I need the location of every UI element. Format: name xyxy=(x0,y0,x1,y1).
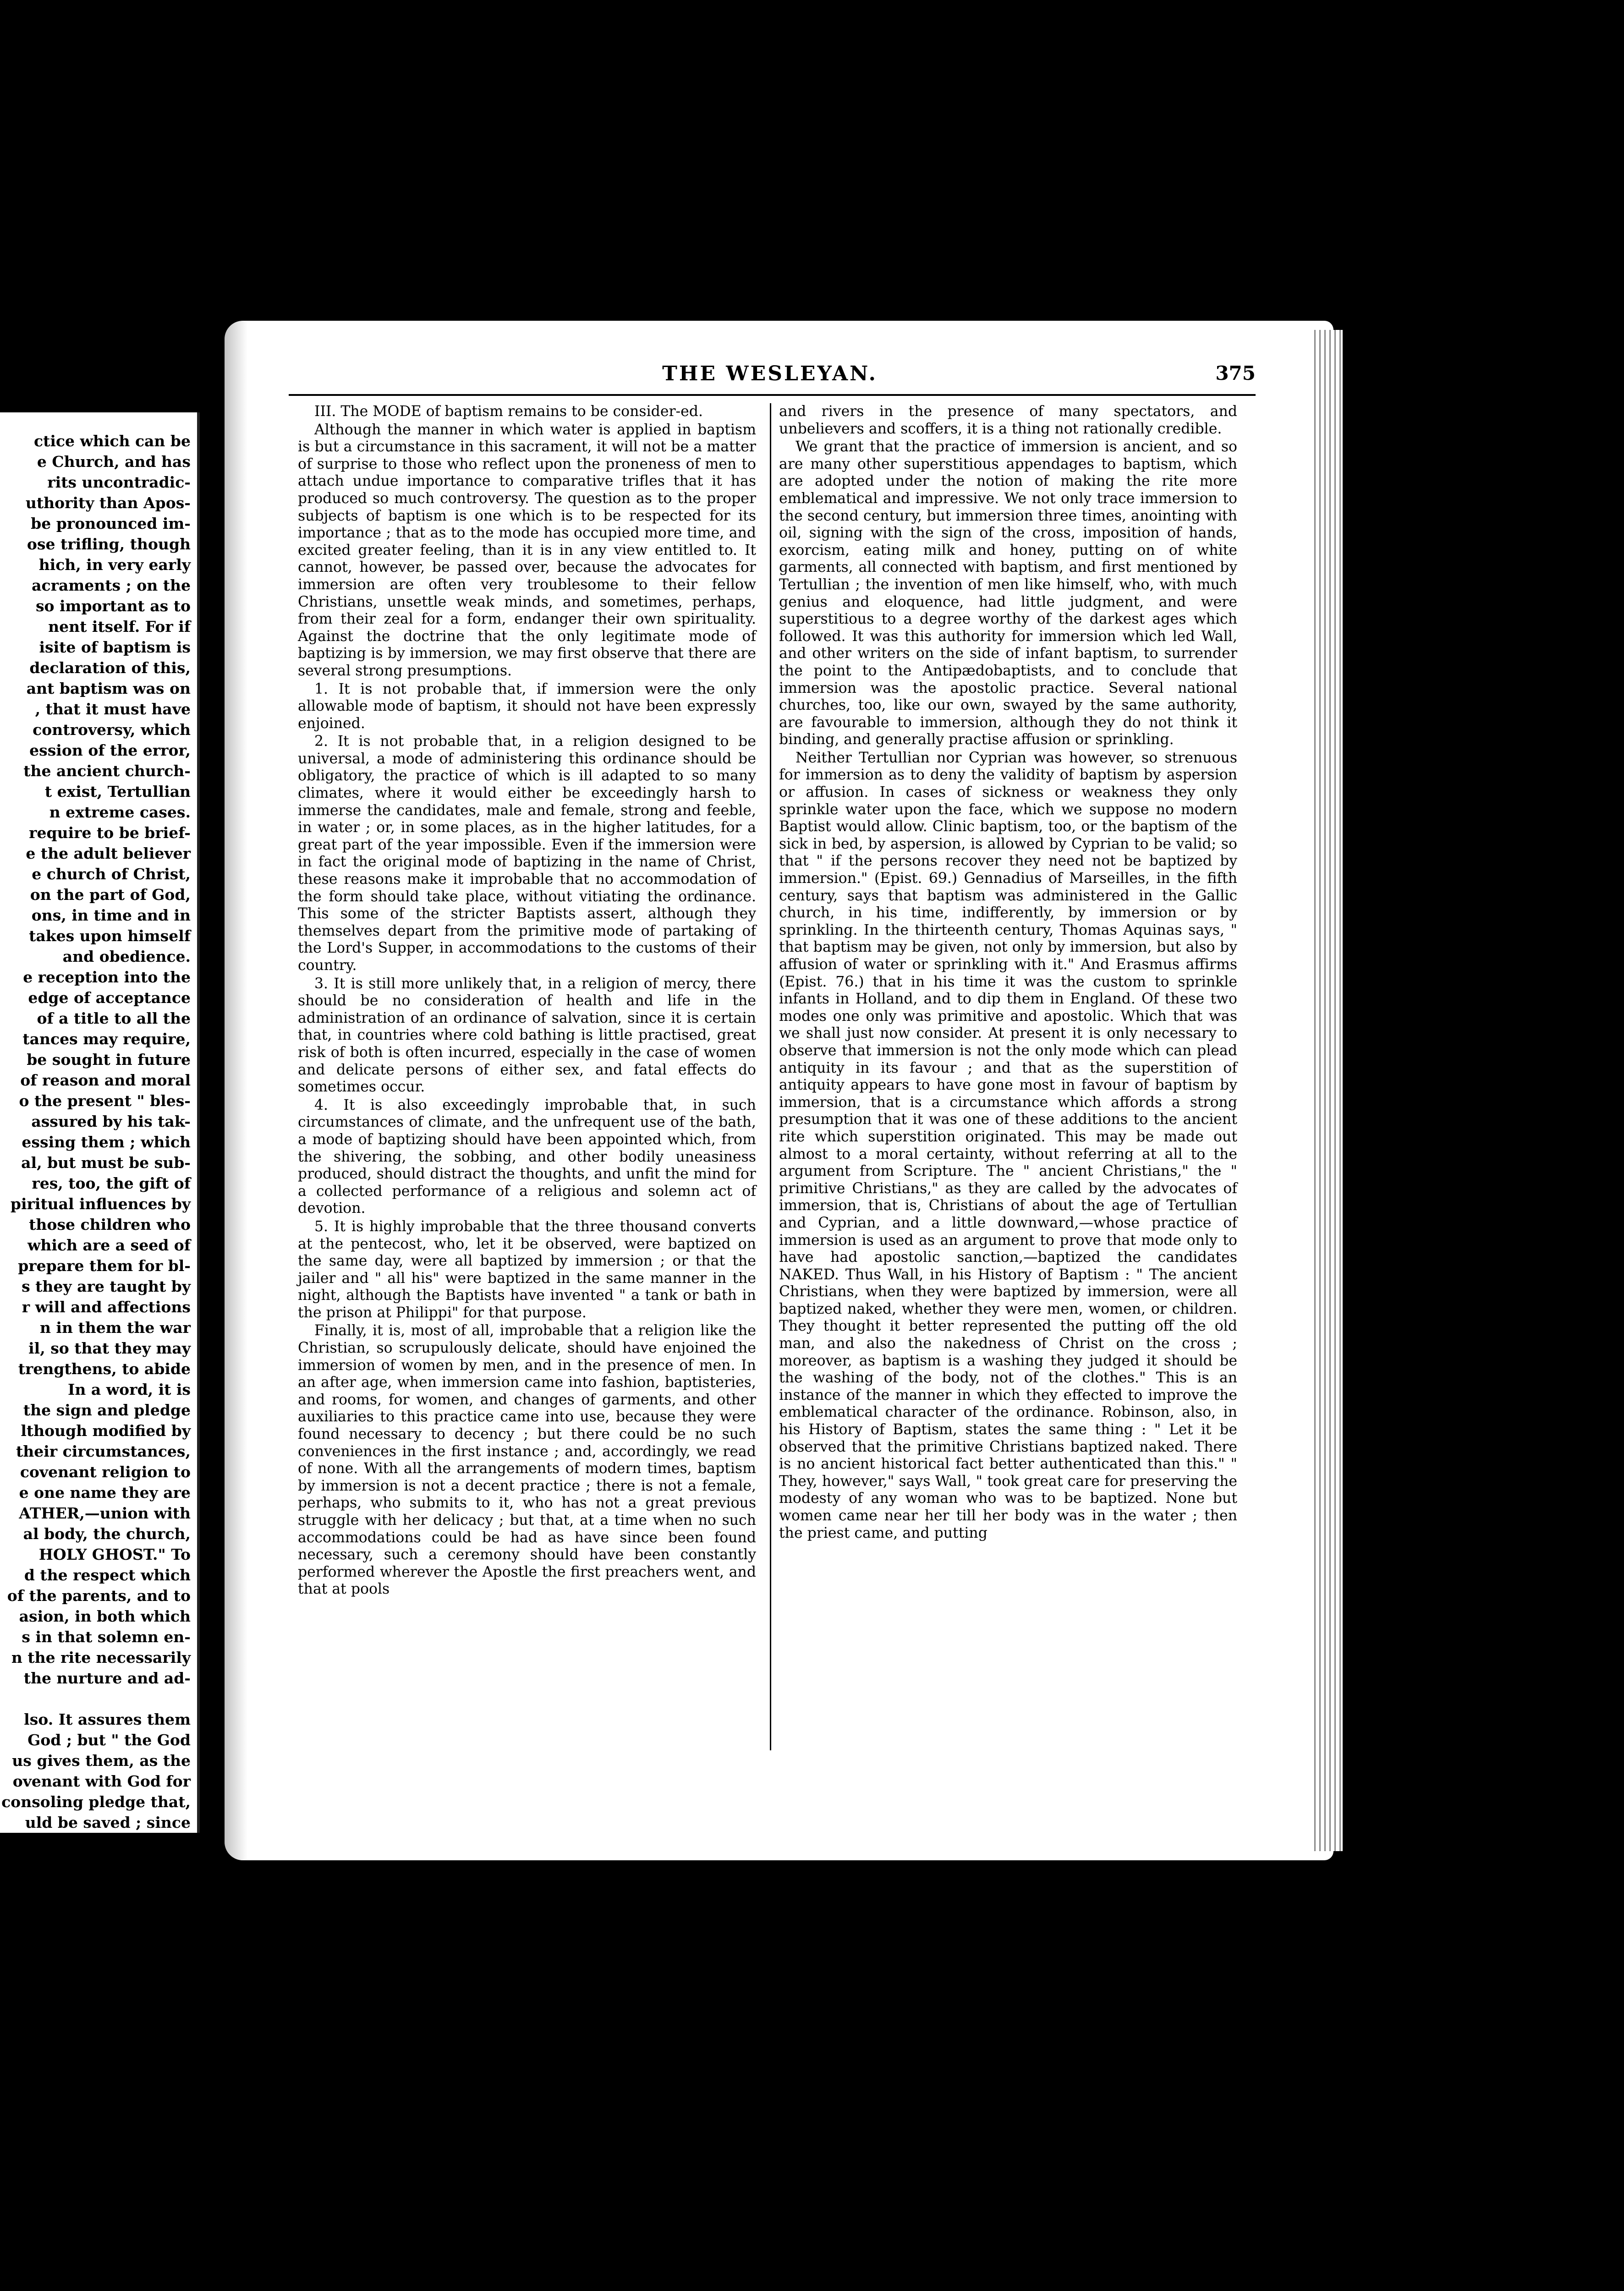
facing-page-line: f Christ. xyxy=(121,2020,191,2038)
facing-page-line: o the present " bles- xyxy=(19,1092,191,1110)
facing-page-line: e reception into the xyxy=(23,968,191,986)
facing-page-line: ession of the error, xyxy=(29,741,191,759)
facing-page-line: al body, the church, xyxy=(23,1525,191,1543)
facing-page-line: covenant religion to xyxy=(20,1463,191,1481)
facing-page-line: God ; but " the God xyxy=(27,1731,191,1749)
facing-page-line: uthority than Apos- xyxy=(25,494,191,512)
facing-page-line: asion, in both which xyxy=(19,1607,191,1625)
facing-page-line: o their children ; and xyxy=(10,1917,191,1935)
facing-page-line: on the part of God, xyxy=(30,886,191,904)
facing-page-line: with God for their xyxy=(38,1937,191,1955)
facing-page-line: nent itself. For if xyxy=(48,618,191,636)
facing-page-line: the kingdom of hea- xyxy=(19,1855,191,1873)
facing-page-line: al, but must be sub- xyxy=(21,1154,191,1172)
paragraph: 5. It is highly improbable that the three thousand converts at the pentecost, who, let it be observed, were baptized on the same day, were all baptized by immersion ; or that the jailer and " all his" were baptized in the same manner in the night, although the Baptists have invented " a tank or bath in the prison at Philippi" for that purpose. xyxy=(298,1218,756,1321)
facing-page-line: rits uncontradic- xyxy=(47,473,191,491)
facing-page-line: s in that solemn en- xyxy=(22,1628,191,1646)
facing-page-line: edge of acceptance xyxy=(28,989,191,1007)
facing-page-line: e Church, and has xyxy=(37,453,191,471)
facing-page-line: hich, in very early xyxy=(38,556,191,574)
paragraph: III. The MODE of baptism remains to be consider-ed. xyxy=(314,403,703,420)
journal-title: THE WESLEYAN. xyxy=(662,362,878,385)
left-column xyxy=(298,403,756,1599)
paragraph: Although the manner in which water is applied in baptism is but a circumstance in this sacrament, it will not be a matter of surprise to those who reflect upon the proneness of men to attach undue importance to comparative trifles that it has produced so much controversy. The question as to the proper subjects of baptism is one which is to be respected for its importance ; that as to the mode has occupied more time, and excited greater feeling, than it is in any view entitled to. It cannot, however, be passed over, because the advocates for immersion are often very troublesome to their fellow Christians, unsettle weak minds, and sometimes, perhaps, from their zeal for a form, endanger their own spirituality. Against the doctrine that the only legitimate mode of baptizing is by immersion, we may first observe that there are several strong presumptions. xyxy=(298,421,756,679)
facing-page-line: hildren to come unto xyxy=(12,1834,191,1852)
page-number: 375 xyxy=(1215,362,1256,384)
right-column xyxy=(779,403,1237,1543)
facing-page-line: also of the necessity xyxy=(18,1875,191,1893)
facing-page-line: r will and affections xyxy=(22,1298,191,1316)
facing-page-line: and obedience. xyxy=(62,948,191,965)
facing-page-fragment xyxy=(0,412,200,2038)
facing-page-line: ctice which can be xyxy=(34,432,191,450)
facing-page-line: ons, in time and in xyxy=(31,906,191,924)
column-rule xyxy=(770,403,771,1750)
facing-page-line: n extreme cases. xyxy=(49,803,191,821)
facing-page-line: controversy, which xyxy=(33,721,191,739)
facing-page-line: prepare them for bl- xyxy=(18,1257,191,1275)
facing-page-line: lthough modified by xyxy=(21,1422,191,1440)
facing-page-line: declaration of this, xyxy=(29,659,191,677)
facing-page-line: piritual influences by xyxy=(10,1195,191,1213)
facing-page-line: the ancient church- xyxy=(23,762,191,780)
facing-page-line: takes upon himself xyxy=(29,927,191,945)
facing-page-line: lso. It assures them xyxy=(24,1710,191,1728)
facing-page-line: res, too, the gift of xyxy=(32,1174,191,1192)
paragraph: 3. It is still more unlikely that, in a religion of mercy, there should be no consideration of health and life in the administration of an ordinance of salvation, since it is certain that, in countries where cold bathing is little practised, great risk of both is often incurred, especially in the case of women and delicate persons of either sex, and fatal effects do sometimes occur. xyxy=(298,975,756,1096)
facing-page-line: us gives them, as the xyxy=(12,1752,191,1770)
facing-page-line: their circumstances, xyxy=(16,1442,191,1460)
facing-page-lines xyxy=(0,431,191,2039)
facing-page-line: trengthens, to abide xyxy=(18,1360,191,1378)
facing-page-line: so important as to xyxy=(35,597,191,615)
facing-page-line: ose trifling, though xyxy=(27,535,191,553)
facing-page-line: the nurture and ad- xyxy=(23,1669,191,1687)
facing-page-line: In a word, it is xyxy=(67,1381,191,1398)
facing-page-line: HOLY GHOST." To xyxy=(38,1546,191,1563)
facing-page-line: require to be brief- xyxy=(29,824,191,842)
facing-page-line: of a title to all the xyxy=(37,1009,191,1027)
facing-page-line: n in them the war xyxy=(39,1319,191,1337)
facing-page-line: il, so that they may xyxy=(28,1339,191,1357)
facing-page-line: assured by his tak- xyxy=(31,1113,191,1130)
paragraph: 2. It is not probable that, in a religion designed to be universal, a mode of administering this ordinance should be obligatory, the practice of which is ill adapted to so many climates, where it would either be exceedingly harsh to immerse the candidates, male and female, strong and feeble, in water ; or, in some places, as in the higher latitudes, for a great part of the year impossible. Even if the immersion were in fact the original mode of baptizing in the name of Christ, these reasons make it improbable that no accommodation of the form should take place, without vitiating the ordinance. This some of the stricter Baptists assert, although they themselves depart from the primitive mode of partaking of the Lord's Supper, in accommodations to the customs of their country. xyxy=(298,733,756,974)
facing-page-line: of the parents, and to xyxy=(7,1587,191,1605)
paragraph: and rivers in the presence of many spectators, and unbelievers and scoffers, it is a thing not rationally credible. xyxy=(779,403,1237,437)
facing-page-line: those children who xyxy=(29,1216,191,1233)
gutter-shadow xyxy=(225,321,247,1860)
facing-page-line: d the respect which xyxy=(24,1566,191,1584)
facing-page-line: ATHER,—union with xyxy=(19,1504,191,1522)
page-edges xyxy=(1311,330,1343,1851)
paragraph: Neither Tertullian nor Cyprian was however, so strenuous for immersion as to deny the validity of baptism by aspersion or affusion. In cases of sickness or weakness they only sprinkle water upon the face, which we suppose no modern Baptist would allow. Clinic baptism, too, or the baptism of the sick in bed, by aspersion, is allowed by Cyprian to be valid; so that " if the persons recover they need not be baptized by immersion." (Epist. 69.) Gennadius of Marseilles, in the fifth century, says that baptism was administered in the Gallic church, in his time, indifferently, by immersion or by sprinkling. In the thirteenth century, Thomas Aquinas says, " that baptism may be given, not only by immersion, but also by affusion of water or sprinkling with it." And Erasmus affirms (Epist. 76.) that in his time it was the custom to sprinkle infants in Holland, and to dip them in England. Of these two modes one only was primitive and apostolic. Which that was we shall just now consider. At present it is only necessary to observe that immersion is not the only mode which can plead antiquity in its favour ; and that as the superstition of antiquity appears to have gone most in favour of baptism by immersion, that is a circumstance which affords a strong presumption that it was one of these additions to the ancient rite which superstition originated. This may be made out almost to a moral certainty, without referring at all to the argument from Scripture. The " ancient Christians," the " primitive Christians," as they are called by the advocates of immersion, that is, Christians of about the age of Tertullian and Cyprian, and a little downward,—whose practice of immersion is used as an argument to prove that mode only to have had apostolic sanction,—baptized the candidates NAKED. Thus Wall, in his History of Baptism : " The ancient Christians, when they were baptized by immersion, were all baptized naked, whether they were men, women, or children. They thought it better represented the putting off the old man, and also the nakedness of Christ on the cross ; moreover, as baptism is a washing they judged it should be the washing of the body, not of the clothes." This is an instance of the manner in which they effected to improve the emblematical character of the ordinance. Robinson, also, in his History of Baptism, states the same thing : " Let it be observed that the primitive Christians baptized naked. There is no ancient historical fact better authenticated than this." " They, however," says Wall, " took great care for preserving the modesty of any woman who was to be baptized. None but women came near her till her body was in the water ; then the priest came, and putting xyxy=(779,749,1237,1541)
facing-page-line: e the adult believer xyxy=(26,844,191,862)
facing-page-line xyxy=(0,1688,191,1709)
facing-page-line: isite of baptism is xyxy=(39,638,191,656)
facing-page-line: ey come to years—by xyxy=(15,1979,191,1996)
paragraph: 4. It is also exceedingly improbable that, in such circumstances of climate, and the unfrequent use of the bath, a mode of baptizing should have been appointed which, from the shivering, the sobbing, and other bodily uneasiness produced, should distract the thoughts, and unfit the mind for a collected performance of a religious and solemn act of devotion. xyxy=(298,1096,756,1217)
facing-page-line: be sought in future xyxy=(27,1051,191,1069)
facing-page-line: y to enforce the cove- xyxy=(8,1958,191,1976)
facing-page-line: the sign and pledge xyxy=(23,1401,191,1419)
facing-page-line: n the rite necessarily xyxy=(11,1649,191,1666)
facing-page-line: s they are taught by xyxy=(22,1277,191,1295)
facing-page-line: ovenant with God for xyxy=(12,1772,191,1790)
facing-page-line: e church of Christ, xyxy=(32,865,191,883)
facing-page-line: essing them ; which xyxy=(22,1133,191,1151)
facing-page-line: ; by prayer, as well as xyxy=(10,1999,191,2017)
facing-page-line: God's covenant, that xyxy=(16,1896,191,1914)
facing-page-line: t exist, Tertullian xyxy=(44,783,191,800)
facing-page-line: of reason and moral xyxy=(20,1071,191,1089)
facing-page-line: be pronounced im- xyxy=(31,515,191,532)
paragraph: We grant that the practice of immersion is ancient, and so are many other superstitious appendages to baptism, which are adopted under the notion of making the rite more emblematical and impressive. We not only trace immersion to the second century, but immersion three times, anointing with oil, signing with the sign of the cross, imposition of hands, exorcism, eating milk and honey, putting on of white garments, all connected with baptism, and first mentioned by Tertullian ; the invention of men like himself, who, with much genius and eloquence, had little judgment, and were superstitious to a degree worthy of the darkest ages which followed. It was this authority for immersion which led Wall, and other writers on the side of infant baptism, to surrender the point to the Antipædobaptists, and to conclude that immersion was the apostolic practice. Several national churches, too, like our own, swayed by the same authority, are favourable to immersion, although they do not think it binding, and generally practise affusion or sprinkling. xyxy=(779,438,1237,748)
facing-page-line: consoling pledge that, xyxy=(1,1793,191,1811)
facing-page-line: acraments ; on the xyxy=(32,576,191,594)
facing-page-line: ant baptism was on xyxy=(26,680,191,697)
facing-page-line: which are a seed of xyxy=(27,1236,191,1254)
header-rule xyxy=(289,394,1256,396)
facing-page-line: uld be saved ; since xyxy=(25,1814,191,1831)
paragraph: Finally, it is, most of all, improbable that a religion like the Christian, so scrupulously delicate, should have enjoined the immersion of women by men, and in the presence of men. In an after age, when immersion came into fashion, baptisteries, and rooms, for women, and changes of garments, and other auxiliaries to this practice came into use, because they were found necessary to decency ; but there could be no such conveniences in the first instance ; and, accordingly, we read of none. With all the arrangements of modern times, baptism by immersion is not a decent practice ; there is not a female, perhaps, who submits to it, who has not a great previous struggle with her delicacy ; but that, at a time when no such accommodations could be had as have since been found necessary, such a ceremony should have been constantly performed wherever the Apostle the first preachers went, and that at pools xyxy=(298,1322,756,1598)
facing-page-line: , that it must have xyxy=(35,700,191,718)
facing-page-line: e one name they are xyxy=(19,1484,191,1502)
running-head xyxy=(284,362,1256,389)
paragraph: 1. It is not probable that, if immersion were the only allowable mode of baptism, it should not have been expressly enjoined. xyxy=(298,680,756,732)
facing-page-line: tances may require, xyxy=(22,1030,191,1048)
